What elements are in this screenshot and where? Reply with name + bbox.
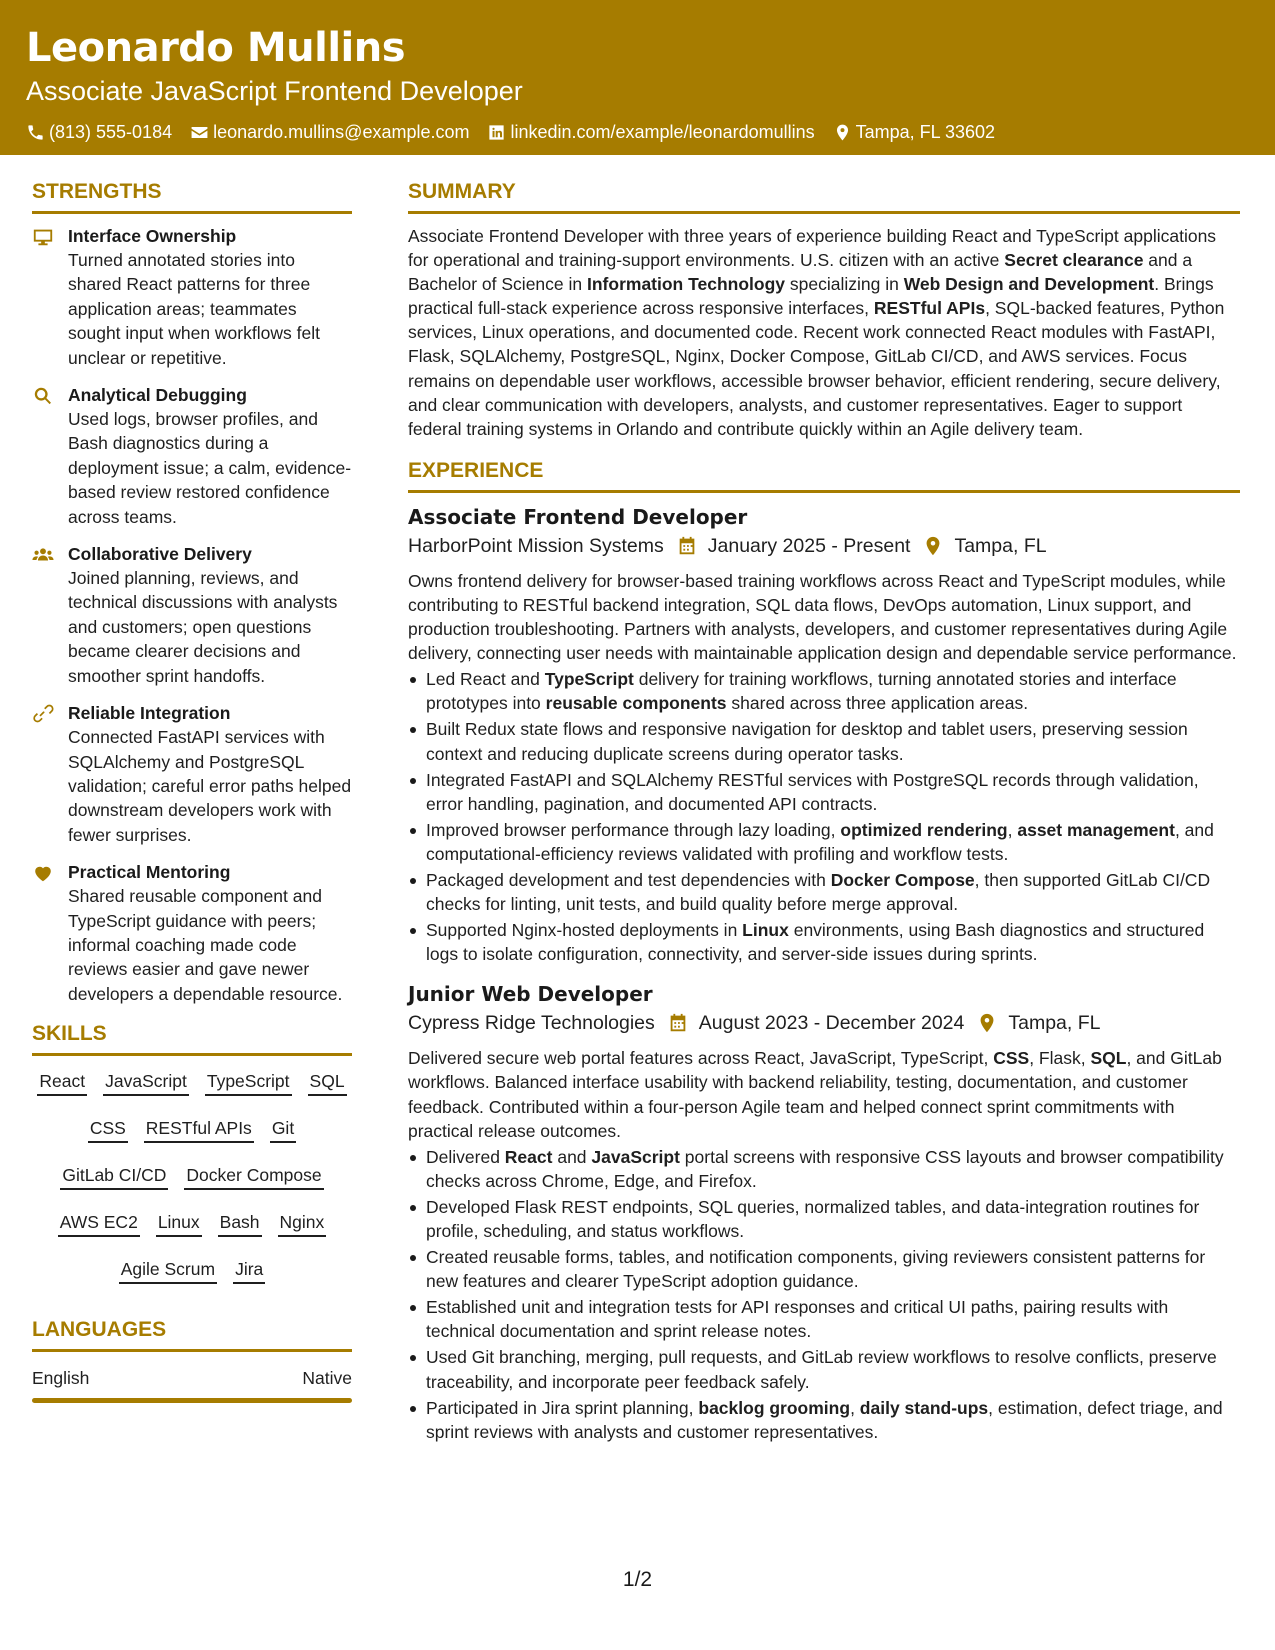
text-run: , estimation, defect triage, and sprint reviews with analysts and customer representatives. <box>426 1397 1223 1442</box>
emphasis-text: Docker Compose <box>830 869 975 890</box>
phone-text: (813) 555-0184 <box>49 122 173 142</box>
map-pin-icon <box>833 123 852 142</box>
job-company: Cypress Ridge Technologies <box>408 1012 655 1035</box>
strengths-heading: STRENGTHS <box>32 178 352 214</box>
job-dates: August 2023 - December 2024 <box>698 1012 965 1035</box>
text-run: Delivered <box>426 1146 505 1167</box>
text-run: , SQL-backed features, Python services, Linux operations, and documented code. Recent work connected React modules with FastAPI, Flask, SQLAlchemy, PostgreSQL, Nginx, Docker Compose, GitLab CI/CD, and AWS services. Focus remains on dependable user workflows, accessible browser behavior, efficient rendering, secure delivery, and clear communication with developers, analysts, and customer representatives. Eager to support federal training systems in Orlando and contribute quickly within an Agile delivery team. <box>408 298 1225 439</box>
job-location: Tampa, FL <box>954 534 1047 557</box>
text-run: Associate Frontend Developer with three years of experience building React and TypeScript applications for operational and training-support environments. U.S. citizen with an active <box>408 226 1217 271</box>
skill-tag: CSS <box>88 1117 128 1143</box>
linkedin-text: linkedin.com/example/leonardomullins <box>510 122 815 142</box>
strength-desc: Turned annotated stories into shared React patterns for three application areas; teammates sought input when workflows felt unclear or repetitive. <box>68 250 320 368</box>
emphasis-text: Linux <box>742 920 789 941</box>
text-run: , <box>1007 819 1018 840</box>
text-run: , and GitLab workflows. Balanced interface usability with backend reliability, testing, documentation, and customer feedback. Contributed within a four-person Agile team and helped connect sprint commitments with practical release outcomes. <box>408 1048 1222 1141</box>
text-run: , Flask, <box>1029 1048 1091 1069</box>
strength-item <box>32 701 352 847</box>
location-text: Tampa, FL 33602 <box>855 122 996 142</box>
job-title: Associate Frontend Developer <box>408 504 748 529</box>
right-column <box>408 178 1240 1458</box>
text-run: Led React and <box>426 669 545 690</box>
bullet-item <box>408 1245 1240 1293</box>
skill-tag: Git <box>270 1117 296 1143</box>
contact-linkedin[interactable] <box>487 120 814 144</box>
skills-heading: SKILLS <box>32 1020 352 1056</box>
text-run: Integrated FastAPI and SQLAlchemy RESTful services with PostgreSQL records through validation, error handling, pagination, and documented API contracts. <box>426 769 1199 814</box>
phone-icon <box>26 123 45 142</box>
strength-title: Interface Ownership <box>68 226 237 246</box>
job-meta <box>408 1008 1240 1038</box>
emphasis-text: Secret clearance <box>1004 250 1144 271</box>
job-title: Junior Web Developer <box>408 982 653 1007</box>
language-level: Native <box>302 1368 352 1389</box>
bullet-item <box>408 868 1240 916</box>
skill-tag: JavaScript <box>103 1070 189 1096</box>
envelope-icon <box>190 123 209 142</box>
emphasis-text: daily stand-ups <box>859 1397 989 1418</box>
text-run: Delivered secure web portal features across React, JavaScript, TypeScript, <box>408 1048 994 1069</box>
bullet-item <box>408 1195 1240 1243</box>
skills-list <box>32 1066 352 1294</box>
strength-item <box>32 860 352 1006</box>
strength-desc: Shared reusable component and TypeScript guidance with peers; informal coaching made code reviews easier and gave newer developers a dependable resource. <box>68 886 343 1004</box>
map-pin-icon <box>976 1012 998 1034</box>
emphasis-text: backlog grooming <box>698 1397 851 1418</box>
languages-heading: LANGUAGES <box>32 1316 352 1352</box>
text-run: Packaged development and test dependencies with <box>426 869 831 890</box>
text-run: Built Redux state flows and responsive navigation for desktop and tablet users, preserving session context and reducing duplicate screens during operator tasks. <box>426 719 1188 764</box>
job-location: Tampa, FL <box>1008 1012 1101 1035</box>
text-run: specializing in <box>785 274 904 295</box>
skill-tag: TypeScript <box>205 1070 292 1096</box>
text-run: Participated in Jira sprint planning, <box>426 1397 699 1418</box>
heart-icon <box>32 862 54 884</box>
job-description <box>408 1046 1240 1142</box>
text-run: Developed Flask REST endpoints, SQL queries, normalized tables, and data-integration routines for profile, scheduling, and status workflows. <box>426 1196 1200 1241</box>
emphasis-text: Information Technology <box>587 274 786 295</box>
page-number: 1/2 <box>622 1568 653 1591</box>
job-entry <box>408 503 1240 967</box>
skill-tag: RESTful APIs <box>144 1117 254 1143</box>
emphasis-text: Web Design and Development <box>903 274 1155 295</box>
emphasis-text: JavaScript <box>591 1146 680 1167</box>
strength-item <box>32 224 352 370</box>
calendar-icon <box>667 1012 689 1034</box>
emphasis-text: SQL <box>1090 1048 1127 1069</box>
candidate-name: Leonardo Mullins <box>26 25 406 71</box>
job-dates: January 2025 - Present <box>707 534 911 557</box>
contact-row <box>26 120 1249 144</box>
text-run: , <box>850 1397 860 1418</box>
job-bullets <box>408 667 1240 966</box>
text-run: portal screens with responsive CSS layouts and browser compatibility checks across Chrome, Edge, and Firefox. <box>426 1146 1224 1191</box>
bullet-item <box>408 717 1240 765</box>
email-text: leonardo.mullins@example.com <box>213 122 470 142</box>
skill-tag: Bash <box>218 1211 262 1237</box>
job-bullets <box>408 1145 1240 1444</box>
left-column <box>32 178 352 1403</box>
text-run: Established unit and integration tests for API responses and critical UI paths, pairing results with technical documentation and sprint release notes. <box>426 1297 1169 1342</box>
strength-title: Reliable Integration <box>68 703 231 724</box>
language-proficiency-bar <box>32 1398 352 1403</box>
strength-item <box>32 542 352 688</box>
bullet-item <box>408 1345 1240 1393</box>
strength-title: Analytical Debugging <box>68 385 247 406</box>
bullet-item <box>408 768 1240 816</box>
text-run: Used Git branching, merging, pull requests, and GitLab review workflows to resolve conflicts, preserve traceability, and incorporate peer feedback safely. <box>426 1347 1217 1392</box>
linkedin-icon <box>487 123 506 142</box>
job-company: HarborPoint Mission Systems <box>408 534 664 557</box>
text-run: and <box>552 1146 592 1167</box>
bullet-item <box>408 667 1240 715</box>
bullet-item <box>408 918 1240 966</box>
resume-header <box>0 0 1275 155</box>
strength-item <box>32 383 352 529</box>
text-run: environments, using Bash diagnostics and structured logs to isolate configuration, connectivity, and server-side issues during sprints. <box>426 920 1205 965</box>
bullet-item <box>408 1145 1240 1193</box>
emphasis-text: RESTful APIs <box>873 298 986 319</box>
strength-desc: Joined planning, reviews, and technical discussions with analysts and customers; open questions became clearer decisions and smoother sprint handoffs. <box>68 568 338 686</box>
experience-heading: EXPERIENCE <box>408 457 1240 493</box>
strength-desc: Connected FastAPI services with SQLAlchemy and PostgreSQL validation; careful error paths helped downstream developers work with fewer surprises. <box>68 727 352 845</box>
strength-desc: Used logs, browser profiles, and Bash diagnostics during a deployment issue; a calm, evidence-based review restored confidence across teams. <box>68 409 352 527</box>
language-row <box>32 1362 352 1398</box>
emphasis-text: asset management <box>1017 819 1175 840</box>
emphasis-text: CSS <box>993 1048 1030 1069</box>
link-icon <box>32 703 54 725</box>
summary-heading: SUMMARY <box>408 178 1240 214</box>
emphasis-text: React <box>504 1146 553 1167</box>
skill-tag: GitLab CI/CD <box>60 1164 168 1190</box>
job-entry <box>408 980 1240 1444</box>
text-run: , then supported GitLab CI/CD checks for linting, unit tests, and build quality before merge approval. <box>426 869 1211 915</box>
skill-tag: Linux <box>156 1211 202 1237</box>
candidate-title: Associate JavaScript Frontend Developer <box>26 76 523 106</box>
bullet-item <box>408 1396 1240 1444</box>
skill-tag: Docker Compose <box>184 1164 323 1190</box>
users-icon <box>32 544 54 566</box>
job-meta <box>408 531 1240 561</box>
contact-email[interactable] <box>190 120 469 144</box>
skill-tag: SQL <box>308 1070 347 1096</box>
monitor-icon <box>32 226 54 248</box>
contact-phone[interactable] <box>26 120 172 144</box>
skill-tag: React <box>37 1070 87 1096</box>
job-description: Owns frontend delivery for browser-based training workflows across React and TypeScript modules, while contributing to RESTful backend integration, SQL data flows, DevOps automation, Linux support, and production troubleshooting. Partners with analysts, developers, and customer representatives during Agile delivery, connecting user needs with maintainable application design and dependable service performance. <box>408 570 1237 664</box>
text-run: . Brings practical full-stack experience across responsive interfaces, <box>408 274 1214 319</box>
bullet-item <box>408 1295 1240 1343</box>
text-run: Supported Nginx-hosted deployments in <box>426 920 743 941</box>
text-run: shared across three application areas. <box>726 693 1029 714</box>
search-icon <box>32 385 54 407</box>
text-run: delivery for training workflows, turning annotated stories and interface prototypes into <box>426 669 1177 714</box>
text-run: Improved browser performance through lazy loading, <box>426 819 841 840</box>
skill-tag: Nginx <box>278 1211 327 1237</box>
strength-title: Collaborative Delivery <box>68 544 252 565</box>
emphasis-text: reusable components <box>545 693 727 714</box>
emphasis-text: optimized rendering <box>840 819 1008 840</box>
summary-text <box>408 224 1240 441</box>
skill-tag: AWS EC2 <box>58 1211 140 1237</box>
text-run: , and computational-efficiency reviews validated with profiling and workflow tests. <box>426 819 1214 864</box>
text-run: Created reusable forms, tables, and notification components, giving reviewers consistent patterns for new features and clearer TypeScript adoption guidance. <box>426 1247 1206 1292</box>
map-pin-icon <box>922 535 944 557</box>
emphasis-text: TypeScript <box>544 669 634 690</box>
text-run: and a Bachelor of Science in <box>408 250 1193 295</box>
contact-location <box>833 120 995 144</box>
language-name: English <box>32 1368 90 1389</box>
skill-tag: Jira <box>233 1258 265 1284</box>
calendar-icon <box>676 535 698 557</box>
bullet-item <box>408 818 1240 866</box>
strength-title: Practical Mentoring <box>68 862 231 883</box>
skill-tag: Agile Scrum <box>119 1258 217 1284</box>
